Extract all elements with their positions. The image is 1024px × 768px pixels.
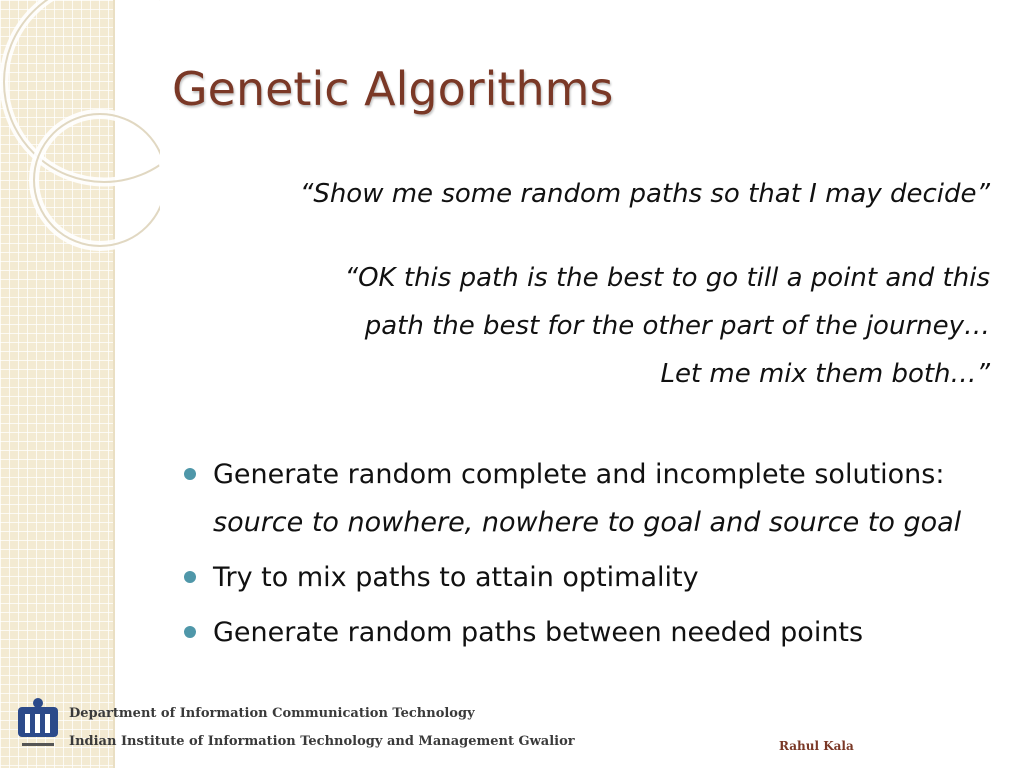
- slide-title: Genetic Algorithms: [172, 62, 614, 116]
- bullet-dot-icon: [184, 571, 196, 583]
- footer-institute: Indian Institute of Information Technology and Management Gwalior: [69, 734, 575, 749]
- footer-author: Rahul Kala: [779, 739, 854, 753]
- bullet-text: Generate random complete and incomplete solutions:: [213, 459, 945, 490]
- bullet-item: [180, 609, 990, 657]
- quote-random-paths: “Show me some random paths so that I may decide”: [299, 179, 990, 209]
- iiitm-logo-icon: [16, 697, 60, 751]
- bullet-text: Generate random paths between needed points: [213, 617, 864, 648]
- decorative-circles-icon: [0, 0, 160, 260]
- bullet-dot-icon: [184, 626, 196, 638]
- quote-line: “OK this path is the best to go till a point and this: [344, 263, 990, 293]
- footer-department: Department of Information Communication Technology: [69, 706, 475, 721]
- bullet-text: Try to mix paths to attain optimality: [213, 562, 699, 593]
- bullet-list: [180, 451, 990, 664]
- bullet-dot-icon: [184, 468, 196, 480]
- bullet-item: [180, 554, 990, 602]
- quote-line: path the best for the other part of the journey…: [364, 311, 990, 341]
- quote-mix-paths: [230, 254, 990, 398]
- quote-line: Let me mix them both…”: [660, 359, 990, 389]
- bullet-emphasis: source to nowhere, nowhere to goal and source to goal: [213, 507, 962, 538]
- bullet-item: [180, 451, 990, 547]
